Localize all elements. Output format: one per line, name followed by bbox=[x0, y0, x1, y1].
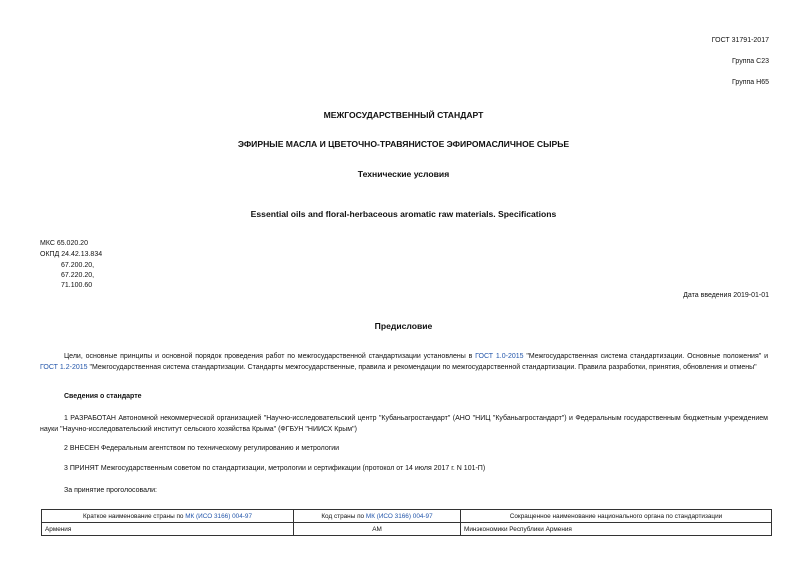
voted-for-label: За принятие проголосовали: bbox=[64, 487, 157, 494]
header-country-name-text: Краткое наименование страны по bbox=[82, 512, 186, 520]
header-country-code-text: Код страны по bbox=[321, 512, 366, 520]
document-title: ЭФИРНЫЕ МАСЛА И ЦВЕТОЧНО-ТРАВЯНИСТОЕ ЭФИРОМАСЛИЧНОЕ СЫРЬЕ bbox=[237, 139, 570, 149]
okpd-code-3: 67.220.20, bbox=[61, 272, 95, 279]
document-subtitle: Технические условия bbox=[357, 169, 450, 179]
cell-national-body: Минэкономики Республики Армения bbox=[461, 523, 772, 536]
okpd-code-2: 67.200.20, bbox=[61, 262, 95, 269]
english-title: Essential oils and floral-herbaceous aromatic raw materials. Specifications bbox=[250, 209, 557, 219]
item-adopted: 3 ПРИНЯТ Межгосударственным советом по стандартизации, метрологии и сертификации (протокол от 14 июля 2017 г. N 101-П) bbox=[64, 465, 486, 472]
group-h65: Группа Н65 bbox=[732, 79, 769, 86]
foreword-paragraph bbox=[40, 351, 768, 373]
item-developed: 1 РАЗРАБОТАН Автономной некоммерческой организацией "Научно-исследовательский центр "Кубаньагростандарт" (АНО "НИЦ "Кубаньагростандарт") и Федеральным государственным бюджетным учреждением науки "Научно-исследовательский институт сельского хозяйства Крыма" (ФГБУН "НИИСХ Крым") bbox=[40, 415, 768, 433]
foreword-text-part3: "Межгосударственная система стандартизации. Стандарты межгосударственные, правила и рекомендации по межгосударственной стандартизации. Правила разработки, принятия, обновления и отмены" bbox=[87, 364, 757, 371]
foreword-title: Предисловие bbox=[374, 321, 433, 331]
okpd-code: ОКПД 24.42.13.834 bbox=[40, 251, 103, 258]
gost-number: ГОСТ 31791-2017 bbox=[711, 37, 769, 44]
cell-country: Армения bbox=[42, 523, 294, 536]
okpd-code-4: 71.100.60 bbox=[61, 282, 93, 289]
header-country-name bbox=[42, 510, 294, 523]
interstate-standard-title: МЕЖГОСУДАРСТВЕННЫЙ СТАНДАРТ bbox=[323, 110, 484, 120]
cell-code: AM bbox=[294, 523, 461, 536]
gost-1-0-2015-link[interactable]: ГОСТ 1.0-2015 bbox=[475, 353, 524, 360]
group-c23: Группа С23 bbox=[732, 58, 769, 65]
mk-iso-link[interactable]: МК (ИСО 3166) 004-97 bbox=[185, 512, 253, 520]
intro-date: Дата введения 2019-01-01 bbox=[683, 292, 769, 299]
standard-info-title: Сведения о стандарте bbox=[64, 393, 142, 400]
item-introduced: 2 ВНЕСЕН Федеральным агентством по техническому регулированию и метрологии bbox=[64, 445, 340, 452]
voting-countries-table bbox=[41, 509, 772, 536]
table-header-row bbox=[42, 510, 772, 523]
foreword-text-part1: Цели, основные принципы и основной порядок проведения работ по межгосударственной стандартизации установлены в bbox=[64, 353, 476, 360]
mk-iso-link-2[interactable]: МК (ИСО 3166) 004-97 bbox=[365, 512, 433, 520]
gost-1-2-2015-link[interactable]: ГОСТ 1.2-2015 bbox=[40, 364, 88, 371]
table-row bbox=[42, 523, 772, 536]
header-national-body: Сокращенное наименование национального органа по стандартизации bbox=[461, 510, 772, 523]
mks-code: МКС 65.020.20 bbox=[40, 240, 88, 247]
header-country-code bbox=[294, 510, 461, 523]
foreword-text-part2: "Межгосударственная система стандартизации. Основные положения" и bbox=[523, 353, 768, 360]
